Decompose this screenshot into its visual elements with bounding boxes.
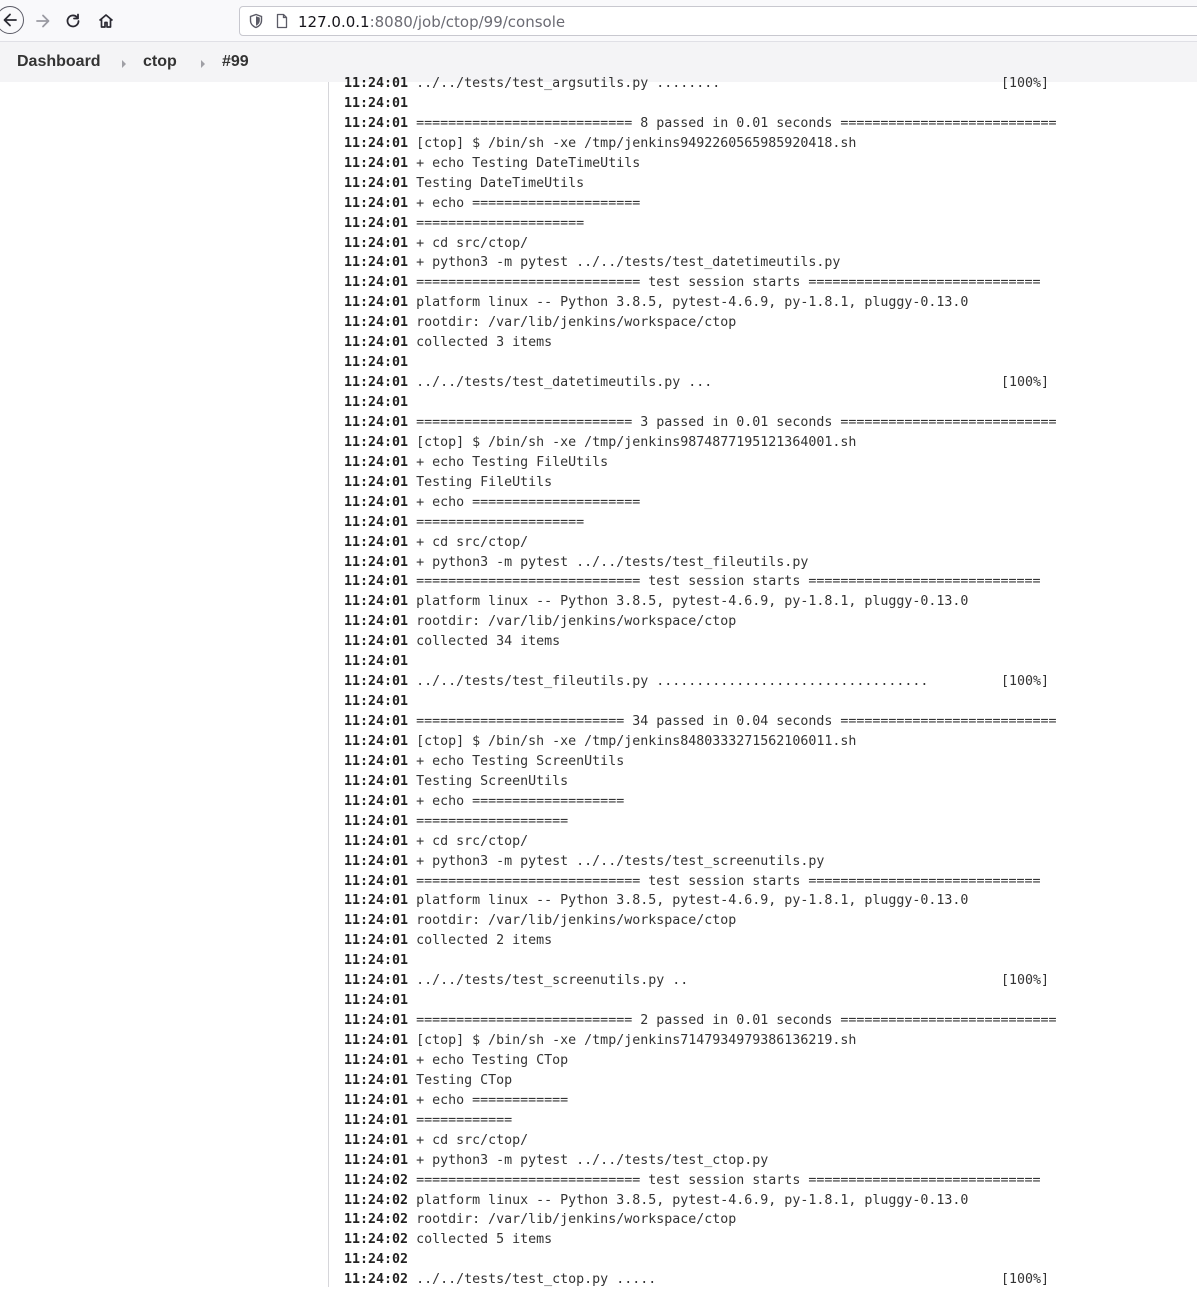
console-line: [344, 493, 1084, 513]
console-message: [ctop] $ /bin/sh -xe /tmp/jenkins9492260565985920418.sh: [416, 135, 857, 151]
console-message: ../../tests/test_fileutils.py ..................................: [416, 674, 929, 690]
console-message: + echo Testing ScreenUtils: [416, 753, 625, 769]
console-timestamp: 11:24:01: [344, 454, 409, 470]
console-timestamp: 11:24:01: [344, 634, 409, 650]
console-message: + echo =====================: [416, 195, 641, 211]
console-line: [344, 1191, 1084, 1211]
console-timestamp: 11:24:01: [344, 175, 409, 191]
console-line: [344, 612, 1084, 632]
console-message: ========================== 34 passed in 0.04 seconds ===========================: [416, 714, 1057, 729]
console-line: [344, 652, 1084, 672]
breadcrumb-build[interactable]: #99: [222, 53, 249, 70]
console-timestamp: 11:24:01: [344, 195, 409, 211]
console-message: ============================ test session starts =============================: [416, 873, 1041, 889]
console-line: [344, 951, 1084, 971]
console-line: [344, 413, 1084, 433]
console-line: [344, 572, 1084, 592]
console-message: Testing ScreenUtils: [416, 773, 569, 789]
console-line: [344, 971, 1084, 991]
console-timestamp: 11:24:01: [344, 993, 409, 1009]
console-message: + python3 -m pytest ../../tests/test_screenutils.py: [416, 853, 825, 869]
console-line: [344, 1131, 1084, 1151]
console-message: platform linux -- Python 3.8.5, pytest-4.6.9, py-1.8.1, pluggy-0.13.0: [416, 1192, 969, 1208]
url-path: :8080/job/ctop/99/console: [369, 13, 566, 31]
console-message: rootdir: /var/lib/jenkins/workspace/ctop: [416, 913, 737, 929]
console-line: [344, 911, 1084, 931]
chevron-right-icon[interactable]: [122, 60, 126, 68]
console-message: =====================: [416, 215, 585, 231]
console-message: [ctop] $ /bin/sh -xe /tmp/jenkins7147934979386136219.sh: [416, 1033, 857, 1048]
console-timestamp: 11:24:01: [344, 1013, 409, 1029]
console-timestamp: 11:24:02: [344, 1252, 409, 1268]
console-timestamp: 11:24:01: [344, 873, 409, 889]
console-line: [344, 592, 1084, 612]
console-timestamp: 11:24:01: [344, 76, 409, 91]
forward-arrow-icon[interactable]: [30, 8, 56, 34]
console-message: + cd src/ctop/: [416, 833, 529, 849]
console-line: [344, 1250, 1084, 1270]
console-line: [344, 991, 1084, 1011]
console-line: [344, 433, 1084, 453]
console-line: [344, 1111, 1084, 1131]
console-line: [344, 812, 1084, 832]
console-output: [344, 74, 1084, 1290]
console-timestamp: 11:24:02: [344, 1272, 409, 1288]
console-timestamp: 11:24:01: [344, 853, 409, 869]
console-message: + cd src/ctop/: [416, 1132, 529, 1148]
breadcrumb-dashboard[interactable]: Dashboard: [17, 53, 101, 70]
console-timestamp: 11:24:01: [344, 1112, 409, 1128]
console-message: rootdir: /var/lib/jenkins/workspace/ctop: [416, 1212, 737, 1228]
reload-icon[interactable]: [60, 8, 86, 34]
console-line: [344, 234, 1084, 254]
console-message: + cd src/ctop/: [416, 534, 529, 550]
console-progress: [100%]: [1001, 76, 1050, 91]
console-timestamp: 11:24:01: [344, 155, 409, 171]
console-divider: [328, 82, 329, 1287]
console-line: [344, 134, 1084, 154]
console-message: rootdir: /var/lib/jenkins/workspace/ctop: [416, 315, 737, 331]
console-message: + python3 -m pytest ../../tests/test_datetimeutils.py: [416, 255, 841, 271]
console-message: + echo ===================: [416, 793, 625, 809]
console-line: [344, 752, 1084, 772]
console-line: [344, 1091, 1084, 1111]
console-message: rootdir: /var/lib/jenkins/workspace/ctop: [416, 614, 737, 630]
console-message: + echo Testing CTop: [416, 1052, 569, 1068]
console-message: =========================== 8 passed in 0.01 seconds ===========================: [416, 115, 1057, 131]
console-message: Testing DateTimeUtils: [416, 175, 585, 191]
console-line: [344, 174, 1084, 194]
console-message: ============================ test session starts =============================: [416, 574, 1041, 590]
console-line: [344, 872, 1084, 892]
console-timestamp: 11:24:01: [344, 893, 409, 909]
console-line: [344, 1071, 1084, 1091]
console-message: ===================: [416, 813, 569, 829]
console-message: + python3 -m pytest ../../tests/test_ctop.py: [416, 1152, 769, 1168]
console-timestamp: 11:24:01: [344, 654, 409, 670]
console-message: =====================: [416, 514, 585, 530]
console-timestamp: 11:24:01: [344, 953, 409, 969]
console-timestamp: 11:24:01: [344, 95, 409, 111]
console-timestamp: 11:24:01: [344, 733, 409, 749]
console-timestamp: 11:24:01: [344, 395, 409, 410]
console-timestamp: 11:24:02: [344, 1212, 409, 1228]
side-panel: [0, 82, 328, 1287]
console-progress: [100%]: [1001, 973, 1050, 989]
console-line: [344, 712, 1084, 732]
console-line: [344, 293, 1084, 313]
console-timestamp: 11:24:01: [344, 1132, 409, 1148]
console-timestamp: 11:24:01: [344, 315, 409, 331]
console-timestamp: 11:24:01: [344, 813, 409, 829]
console-line: [344, 553, 1084, 573]
console-message: + echo ============: [416, 1092, 569, 1108]
console-timestamp: 11:24:01: [344, 554, 409, 570]
console-line: [344, 373, 1084, 393]
console-line: [344, 114, 1084, 134]
console-timestamp: 11:24:01: [344, 295, 409, 311]
console-line: [344, 253, 1084, 273]
console-timestamp: 11:24:01: [344, 335, 409, 351]
console-timestamp: 11:24:01: [344, 674, 409, 690]
console-line: [344, 1210, 1084, 1230]
browser-toolbar: [0, 0, 1197, 42]
console-timestamp: 11:24:01: [344, 414, 409, 430]
console-timestamp: 11:24:01: [344, 753, 409, 769]
console-line: [344, 931, 1084, 951]
console-timestamp: 11:24:01: [344, 474, 409, 490]
console-line: [344, 792, 1084, 812]
console-timestamp: 11:24:01: [344, 215, 409, 231]
console-timestamp: 11:24:01: [344, 115, 409, 131]
console-timestamp: 11:24:01: [344, 1092, 409, 1108]
console-line: [344, 1270, 1084, 1290]
console-timestamp: 11:24:02: [344, 1232, 409, 1248]
console-timestamp: 11:24:01: [344, 913, 409, 929]
console-timestamp: 11:24:01: [344, 933, 409, 949]
console-message: ../../tests/test_datetimeutils.py ...: [416, 375, 713, 391]
console-timestamp: 11:24:01: [344, 574, 409, 590]
page-icon[interactable]: [274, 13, 290, 29]
url-host: 127.0.0.1: [298, 13, 370, 31]
console-line: [344, 891, 1084, 911]
console-timestamp: 11:24:01: [344, 793, 409, 809]
console-line: [344, 353, 1084, 373]
console-timestamp: 11:24:01: [344, 235, 409, 251]
console-message: ============: [416, 1112, 513, 1128]
url-text[interactable]: [298, 13, 565, 31]
console-message: collected 2 items: [416, 933, 553, 949]
console-timestamp: 11:24:01: [344, 833, 409, 849]
console-line: [344, 74, 1084, 94]
console-message: ============================ test session starts =============================: [416, 1172, 1041, 1188]
console-message: + python3 -m pytest ../../tests/test_fileutils.py: [416, 554, 809, 570]
console-line: [344, 533, 1084, 553]
console-timestamp: 11:24:01: [344, 614, 409, 630]
console-message: =========================== 3 passed in 0.01 seconds ===========================: [416, 414, 1057, 430]
console-line: [344, 473, 1084, 493]
console-timestamp: 11:24:01: [344, 973, 409, 989]
console-line: [344, 1171, 1084, 1191]
console-progress: [100%]: [1001, 375, 1050, 391]
console-timestamp: 11:24:01: [344, 714, 409, 729]
console-timestamp: 11:24:01: [344, 594, 409, 610]
console-line: [344, 393, 1084, 413]
console-line: [344, 632, 1084, 652]
console-message: Testing FileUtils: [416, 474, 553, 490]
console-line: [344, 273, 1084, 293]
shield-icon[interactable]: [248, 13, 264, 29]
console-timestamp: 11:24:01: [344, 494, 409, 510]
console-line: [344, 732, 1084, 752]
console-timestamp: 11:24:01: [344, 275, 409, 291]
console-timestamp: 11:24:02: [344, 1192, 409, 1208]
console-message: ../../tests/test_argsutils.py ........: [416, 76, 721, 91]
console-timestamp: 11:24:01: [344, 434, 409, 450]
chevron-right-icon[interactable]: [201, 60, 205, 68]
console-progress: [100%]: [1001, 674, 1050, 690]
console-timestamp: 11:24:01: [344, 694, 409, 710]
console-line: [344, 513, 1084, 533]
console-timestamp: 11:24:01: [344, 375, 409, 391]
console-line: [344, 1051, 1084, 1071]
console-message: platform linux -- Python 3.8.5, pytest-4.6.9, py-1.8.1, pluggy-0.13.0: [416, 893, 969, 909]
console-line: [344, 313, 1084, 333]
console-line: [344, 832, 1084, 852]
console-message: collected 5 items: [416, 1232, 553, 1248]
console-timestamp: 11:24:01: [344, 135, 409, 151]
console-message: [ctop] $ /bin/sh -xe /tmp/jenkins9874877195121364001.sh: [416, 434, 857, 450]
console-timestamp: 11:24:01: [344, 1072, 409, 1088]
console-timestamp: 11:24:01: [344, 255, 409, 271]
console-message: + echo =====================: [416, 494, 641, 510]
console-message: [ctop] $ /bin/sh -xe /tmp/jenkins8480333271562106011.sh: [416, 733, 857, 749]
address-bar[interactable]: [239, 6, 1197, 36]
console-message: + cd src/ctop/: [416, 235, 529, 251]
back-arrow-icon[interactable]: [0, 6, 24, 34]
console-line: [344, 692, 1084, 712]
console-progress: [100%]: [1001, 1272, 1050, 1288]
console-message: platform linux -- Python 3.8.5, pytest-4.6.9, py-1.8.1, pluggy-0.13.0: [416, 594, 969, 610]
console-message: collected 3 items: [416, 335, 553, 351]
console-timestamp: 11:24:01: [344, 1052, 409, 1068]
console-line: [344, 1031, 1084, 1051]
console-message: + echo Testing FileUtils: [416, 454, 609, 470]
console-timestamp: 11:24:01: [344, 534, 409, 550]
console-timestamp: 11:24:01: [344, 355, 409, 371]
console-line: [344, 453, 1084, 473]
console-timestamp: 11:24:01: [344, 1033, 409, 1048]
console-line: [344, 772, 1084, 792]
console-timestamp: 11:24:01: [344, 1152, 409, 1168]
console-line: [344, 1151, 1084, 1171]
console-line: [344, 852, 1084, 872]
console-message: ============================ test session starts =============================: [416, 275, 1041, 291]
console-timestamp: 11:24:01: [344, 773, 409, 789]
console-line: [344, 194, 1084, 214]
console-message: collected 34 items: [416, 634, 561, 650]
console-timestamp: 11:24:02: [344, 1172, 409, 1188]
console-message: + echo Testing DateTimeUtils: [416, 155, 641, 171]
breadcrumb-job[interactable]: ctop: [143, 53, 177, 70]
console-line: [344, 672, 1084, 692]
console-message: =========================== 2 passed in 0.01 seconds ===========================: [416, 1013, 1057, 1029]
console-line: [344, 1230, 1084, 1250]
home-icon[interactable]: [93, 8, 119, 34]
console-line: [344, 214, 1084, 234]
console-line: [344, 1011, 1084, 1031]
console-message: ../../tests/test_screenutils.py ..: [416, 973, 689, 989]
console-line: [344, 333, 1084, 353]
console-line: [344, 94, 1084, 114]
console-message: ../../tests/test_ctop.py .....: [416, 1272, 657, 1288]
console-line: [344, 154, 1084, 174]
console-timestamp: 11:24:01: [344, 514, 409, 530]
console-message: Testing CTop: [416, 1072, 513, 1088]
console-message: platform linux -- Python 3.8.5, pytest-4.6.9, py-1.8.1, pluggy-0.13.0: [416, 295, 969, 311]
